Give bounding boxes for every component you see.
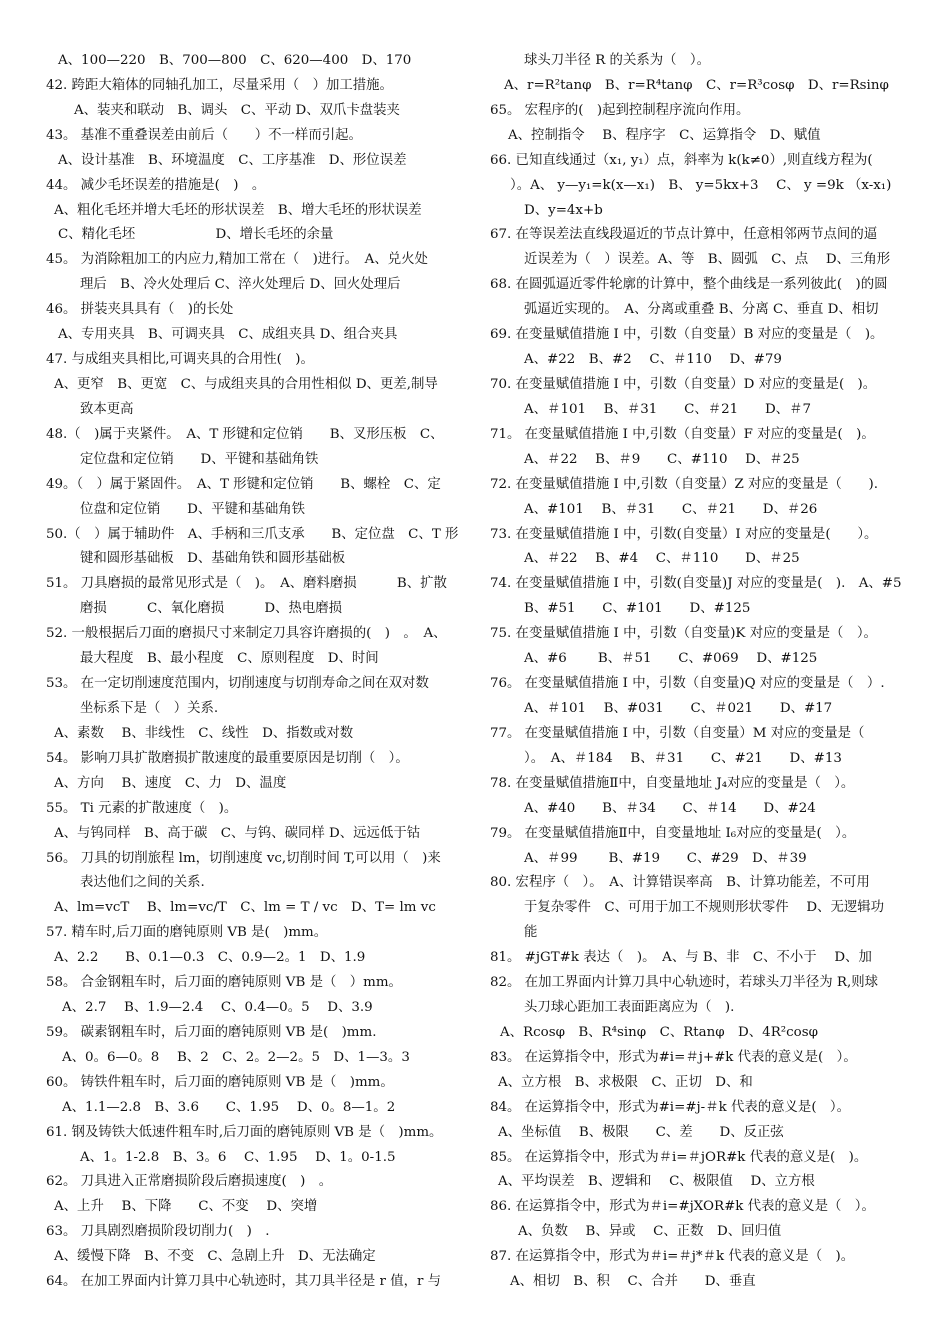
question-text-line: A、方向 B、速度 C、力 D、温度	[54, 775, 287, 791]
question-text-line: 71。 在变量赋值措施 I 中,引数（自变量）F 对应的变量是( )。	[490, 426, 875, 442]
question-text-line: A、2.7 B、1.9—2.4 C、0.4—0。5 D、3.9	[62, 1000, 373, 1016]
question-text-line: A、100—220 B、700—800 C、620—400 D、170	[58, 53, 412, 68]
question-text-line: A、#22 B、#2 C、＃110 D、#79	[524, 352, 782, 368]
question-text-line: 48.（ )属于夹紧件。 A、T 形键和定位销 B、叉形压板 C、	[46, 426, 444, 442]
question-text-line: 73. 在变量赋值措施 I 中，引数(自变量）I 对应的变量是( ）。	[490, 526, 878, 542]
question-text-line: ）。A、 y—y₁=k(x—x₁) B、 y=5kx+3 C、 y =9k （x-x₁)	[510, 177, 892, 193]
question-text-line: 85。 在运算指令中，形式为＃i=＃jOR#k 代表的意义是( )。	[490, 1149, 868, 1165]
question-text-line: 68. 在圆弧逼近零件轮廓的计算中，整个曲线是一系列彼此( )的圆	[490, 277, 888, 293]
right-column	[490, 49, 910, 1295]
question-text-line: A、#101 B、＃31 C、＃21 D、＃26	[524, 501, 818, 517]
question-text-line: 弧逼近实现的。 A、分离或重叠 B、分离 C、垂直 D、相切	[524, 302, 879, 318]
question-text-line: 79。 在变量赋值措施Ⅱ中，自变量地址 I₆对应的变量是( ）。	[490, 825, 856, 841]
question-text-line: 54。 影响刀具扩散磨损扩散速度的最重要原因是切削（ ）。	[46, 750, 409, 766]
question-text-line: 81。 #jGT#k 表达（ )。 A、与 B、非 C、不小于 D、加	[490, 950, 872, 966]
question-text-line: A、#40 B、＃34 C、＃14 D、#24	[524, 800, 816, 816]
question-text-line: 表达他们之间的关系.	[80, 875, 205, 891]
question-text-line: A、Rcosφ B、R⁴sinφ C、Rtanφ D、4R²cosφ	[500, 1024, 818, 1040]
question-text-line: 理后 B、冷火处理后 C、淬火处理后 D、回火处理后	[80, 277, 401, 293]
question-text-line: A、装夹和联动 B、调头 C、平动 D、双爪卡盘装夹	[74, 102, 400, 118]
question-text-line: A、＃22 B、＃9 C、#110 D、＃25	[524, 451, 800, 467]
question-text-line: 52. 一般根据后刀面的磨损尺寸来制定刀具容许磨损的( ) 。 A、	[46, 626, 447, 642]
question-text-line: 66. 已知直线通过（x₁, y₁）点，斜率为 k(k≠0）,则直线方程为(	[490, 152, 873, 168]
question-text-line: 能	[524, 925, 538, 941]
question-text-line: A、立方根 B、求极限 C、正切 D、和	[498, 1074, 753, 1090]
question-text-line: 80. 宏程序（ ）。 A、计算错误率高 B、计算功能差，不可用	[490, 875, 870, 891]
question-text-line: 63。 刀具剧烈磨损阶段切削力( ) .	[46, 1224, 270, 1240]
question-text-line: 60。 铸铁件粗车时，后刀面的磨钝原则 VB 是（ )mm。	[46, 1074, 394, 1090]
left-column	[46, 49, 464, 1295]
question-text-line: 78. 在变量赋值措施Ⅱ中，自变量地址 J₄对应的变量是（ ）。	[490, 775, 855, 791]
question-text-line: 59。 碳素钢粗车时，后刀面的磨钝原则 VB 是( )mm.	[46, 1024, 377, 1040]
question-text-line: 球头刀半径 R 的关系为（ ）。	[524, 53, 710, 68]
question-text-line: 坐标系下是（ ）关系.	[80, 700, 219, 716]
question-text-line: A、＃101 B、#031 C、＃021 D、#17	[524, 700, 833, 716]
question-text-line: 87. 在运算指令中，形式为＃i=＃j*＃k 代表的意义是（ )。	[490, 1249, 855, 1265]
question-text-line: A、专用夹具 B、可调夹具 C、成组夹具 D、组合夹具	[58, 327, 398, 343]
question-text-line: 67. 在等误差法直线段逼近的节点计算中，任意相邻两节点间的逼	[490, 227, 878, 243]
question-text-line: 磨损 C、氧化磨损 D、热电磨损	[80, 601, 343, 617]
question-text-line: C、精化毛坯 D、增长毛坯的余量	[58, 227, 334, 243]
question-text-line: A、平均误差 B、逻辑和 C、极限值 D、立方根	[498, 1174, 815, 1190]
question-text-line: 49。（ ）属于紧固件。 A、T 形键和定位销 B、螺栓 C、定	[46, 476, 441, 492]
question-text-line: A、＃99 B、#19 C、#29 D、＃39	[524, 850, 807, 866]
question-text-line: 72. 在变量赋值措施 I 中,引数（自变量）Z 对应的变量是（ ).	[490, 476, 879, 492]
question-text-line: B、#51 C、#101 D、#125	[524, 601, 751, 617]
question-text-line: A、0。6—0。8 B、2 C、2。2—2。5 D、1—3。3	[62, 1049, 410, 1065]
question-text-line: 77。 在变量赋值措施 I 中，引数（自变量）M 对应的变量是（	[490, 725, 865, 741]
question-text-line: A、与钨同样 B、高于碳 C、与钨、碳同样 D、远远低于钴	[54, 825, 421, 841]
question-text-line: A、r=R²tanφ B、r=R⁴tanφ C、r=R³cosφ D、r=Rsinφ	[504, 77, 889, 93]
question-text-line: 近误差为（ ）误差。A、等 B、圆弧 C、点 D、三角形	[524, 252, 891, 268]
question-text-line: A、2.2 B、0.1—0.3 C、0.9—2。1 D、1.9	[54, 950, 366, 966]
question-text-line: ）。 A、＃184 B、＃31 C、#21 D、#13	[524, 750, 842, 766]
question-text-line: 致本更高	[80, 401, 134, 417]
question-text-line: 50.（ ）属于辅助件 A、手柄和三爪支承 B、定位盘 C、T 形	[46, 526, 459, 542]
question-text-line: A、素数 B、非线性 C、线性 D、指数或对数	[54, 725, 354, 741]
question-text-line: 44。 减少毛坯误差的措施是( ) 。	[46, 177, 266, 193]
question-text-line: 46。 拼装夹具具有（ )的长处	[46, 302, 234, 318]
question-text-line: A、坐标值 B、极限 C、差 D、反正弦	[498, 1124, 784, 1140]
question-text-line: A、#6 B、＃51 C、#069 D、#125	[524, 651, 818, 667]
question-text-line: 75. 在变量赋值措施 I 中，引数（自变量)K 对应的变量是（ ）。	[490, 626, 877, 642]
question-text-line: 86. 在运算指令中，形式为＃i=#jXOR#k 代表的意义是（ ）。	[490, 1199, 875, 1215]
question-text-line: A、缓慢下降 B、不变 C、急剧上升 D、无法确定	[54, 1249, 376, 1265]
question-text-line: 定位盘和定位销 D、平键和基础角铁	[80, 451, 319, 467]
question-text-line: 82。 在加工界面内计算刀具中心轨迹时，若球头刀半径为 R,则球	[490, 975, 879, 991]
question-text-line: 58。 合金钢粗车时，后刀面的磨钝原则 VB 是（ ）mm。	[46, 975, 402, 991]
question-text-line: 位盘和定位销 D、平键和基础角铁	[80, 501, 305, 517]
question-text-line: 64。 在加工界面内计算刀具中心轨迹时，其刀具半径是 r 值，r 与	[46, 1274, 442, 1290]
question-text-line: 45。 为消除粗加工的内应力,精加工常在（ )进行。 A、兑火处	[46, 252, 428, 268]
question-text-line: 最大程度 B、最小程度 C、原则程度 D、时间	[80, 651, 379, 667]
question-text-line: A、负数 B、异或 C、正数 D、回归值	[518, 1224, 782, 1240]
question-text-line: A、更窄 B、更宽 C、与成组夹具的合用性相似 D、更差,制导	[54, 376, 438, 392]
question-text-line: 76。 在变量赋值措施 I 中，引数（自变量)Q 对应的变量是（ ）.	[490, 676, 885, 692]
question-text-line: A、相切 B、积 C、合并 D、垂直	[510, 1274, 756, 1290]
question-text-line: A、lm=vcT B、lm=vc/T C、lm = T / vc D、T= lm vc	[54, 900, 436, 916]
question-text-line: 83。 在运算指令中，形式为#i=＃j+#k 代表的意义是( ）。	[490, 1049, 857, 1065]
question-text-line: 56。 刀具的切削旅程 lm，切削速度 vc,切削时间 T,可以用（ )来	[46, 850, 441, 866]
question-text-line: 于复杂零件 C、可用于加工不规则形状零件 D、无逻辑功	[524, 900, 885, 916]
question-text-line: 53。 在一定切削速度范围内，切削速度与切削寿命之间在双对数	[46, 676, 429, 692]
question-text-line: A、1。1-2.8 B、3。6 C、1.95 D、1。0-1.5	[80, 1149, 396, 1165]
question-text-line: 69. 在变量赋值措施 I 中，引数（自变量）B 对应的变量是（ )。	[490, 327, 884, 343]
question-text-line: A、＃101 B、＃31 C、＃21 D、＃7	[524, 401, 811, 417]
question-text-line: 55。 Ti 元素的扩散速度（ )。	[46, 800, 238, 816]
question-text-line: A、设计基准 B、环境温度 C、工序基准 D、形位误差	[58, 152, 407, 168]
question-text-line: 61. 钢及铸铁大低速件粗车时,后刀面的磨钝原则 VB 是（ )mm。	[46, 1124, 443, 1140]
question-text-line: A、1.1—2.8 B、3.6 C、1.95 D、0。8—1。2	[62, 1099, 396, 1115]
question-text-line: 84。 在运算指令中，形式为#i=#j-＃k 代表的意义是( ）。	[490, 1099, 851, 1115]
question-text-line: A、粗化毛坯并增大毛坯的形状误差 B、增大毛坯的形状误差	[54, 202, 422, 218]
question-text-line: 57. 精车时,后刀面的磨钝原则 VB 是( )mm。	[46, 925, 328, 941]
question-text-line: 键和圆形基础板 D、基础角铁和圆形基础板	[80, 551, 346, 567]
question-text-line: 74. 在变量赋值措施 I 中，引数(自变量)J 对应的变量是( ). A、#5	[490, 576, 902, 592]
question-text-line: A、＃22 B、#4 C、＃110 D、＃25	[524, 551, 800, 567]
question-text-line: D、y=4x+b	[524, 202, 603, 218]
question-text-line: 65。 宏程序的( )起到控制程序流向作用。	[490, 102, 750, 118]
question-text-line: 47. 与成组夹具相比,可调夹具的合用性( )。	[46, 352, 314, 368]
question-text-line: 头刀球心距加工表面距离应为（ ).	[524, 1000, 735, 1016]
question-text-line: 62。 刀具进入正常磨损阶段后磨损速度( ) 。	[46, 1174, 333, 1190]
question-text-line: 51。 刀具磨损的最常见形式是（ )。 A、磨料磨损 B、扩散	[46, 576, 447, 592]
question-text-line: A、上升 B、下降 C、不变 D、突增	[54, 1199, 318, 1215]
question-text-line: 42. 跨距大箱体的同轴孔加工，尽量采用（ ）加工措施。	[46, 77, 393, 93]
question-text-line: 43。 基准不重叠误差由前后（ ）不一样而引起。	[46, 127, 362, 143]
question-text-line: 70. 在变量赋值措施 I 中，引数（自变量）D 对应的变量是( )。	[490, 376, 877, 392]
question-text-line: A、控制指令 B、程序字 C、运算指令 D、赋值	[508, 127, 821, 143]
